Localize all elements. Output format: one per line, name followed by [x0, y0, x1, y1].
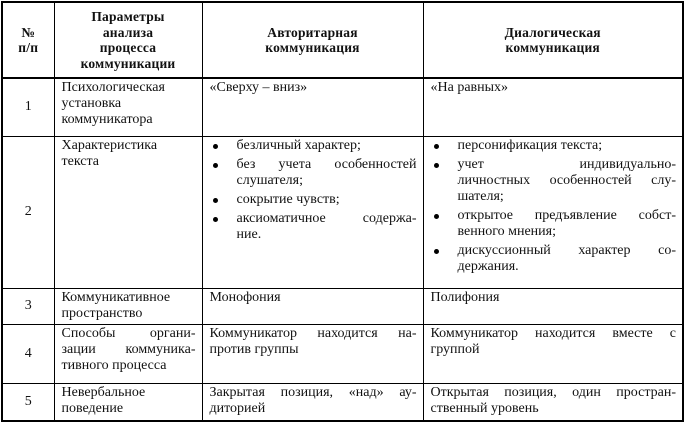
row-number: 4	[2, 324, 54, 383]
parameter-cell: Способы органи- зации коммуника- тивного процесса	[54, 324, 202, 383]
bullet-icon	[213, 198, 218, 203]
bullet-icon	[434, 144, 439, 149]
table-row	[2, 324, 683, 383]
bullet-icon	[213, 163, 218, 168]
list-item: без учета особенностей слушателя;	[210, 157, 417, 189]
bullet-icon	[434, 249, 439, 254]
list-item: безличный характер;	[210, 138, 417, 154]
bullet-icon	[434, 163, 439, 168]
list-item: сокрытие чувств;	[210, 192, 417, 208]
dialogic-cell: Коммуникатор находится вместе с группой	[423, 324, 683, 383]
header-authoritarian: Авторитарная коммуникация	[202, 2, 423, 78]
authoritarian-cell: «Сверху – вниз»	[202, 78, 423, 136]
table-row	[2, 288, 683, 324]
dialogic-cell: Открытая позиция, один простран- ственный уровень	[423, 383, 683, 421]
parameter-cell: Коммуникативное пространство	[54, 288, 202, 324]
table-row	[2, 383, 683, 421]
header-parameters: Параметры анализа процесса коммуникации	[54, 2, 202, 78]
header-number: № п/п	[2, 2, 54, 78]
dialogic-cell: «На равных»	[423, 78, 683, 136]
list-item: дискуссионный характер со- держания.	[431, 243, 677, 275]
row-number: 5	[2, 383, 54, 421]
bullet-icon	[213, 217, 218, 222]
parameter-cell: Невербальное поведение	[54, 383, 202, 421]
list-item: учет индивидуально- личностных особенностей слу- шателя;	[431, 157, 677, 205]
list-item: аксиоматичное содержа- ние.	[210, 211, 417, 243]
bullet-list	[431, 138, 677, 275]
table-row	[2, 136, 683, 288]
parameter-cell: Психологическая установка коммуникатора	[54, 78, 202, 136]
authoritarian-cell: Коммуникатор находится на- против группы	[202, 324, 423, 383]
row-number: 3	[2, 288, 54, 324]
bullet-icon	[434, 214, 439, 219]
row-number: 2	[2, 136, 54, 288]
table-row	[2, 78, 683, 136]
bullet-icon	[213, 144, 218, 149]
header-row	[2, 2, 683, 78]
communication-comparison-table	[1, 1, 684, 422]
list-item: персонификация текста;	[431, 138, 677, 154]
authoritarian-cell	[202, 136, 423, 288]
dialogic-cell: Полифония	[423, 288, 683, 324]
authoritarian-cell: Монофония	[202, 288, 423, 324]
header-dialogic: Диалогическая коммуникация	[423, 2, 683, 78]
dialogic-cell	[423, 136, 683, 288]
bullet-list	[210, 138, 417, 243]
list-item: открытое предъявление собст- венного мнения;	[431, 208, 677, 240]
authoritarian-cell: Закрытая позиция, «над» ау- диторией	[202, 383, 423, 421]
row-number: 1	[2, 78, 54, 136]
parameter-cell: Характеристика текста	[54, 136, 202, 288]
